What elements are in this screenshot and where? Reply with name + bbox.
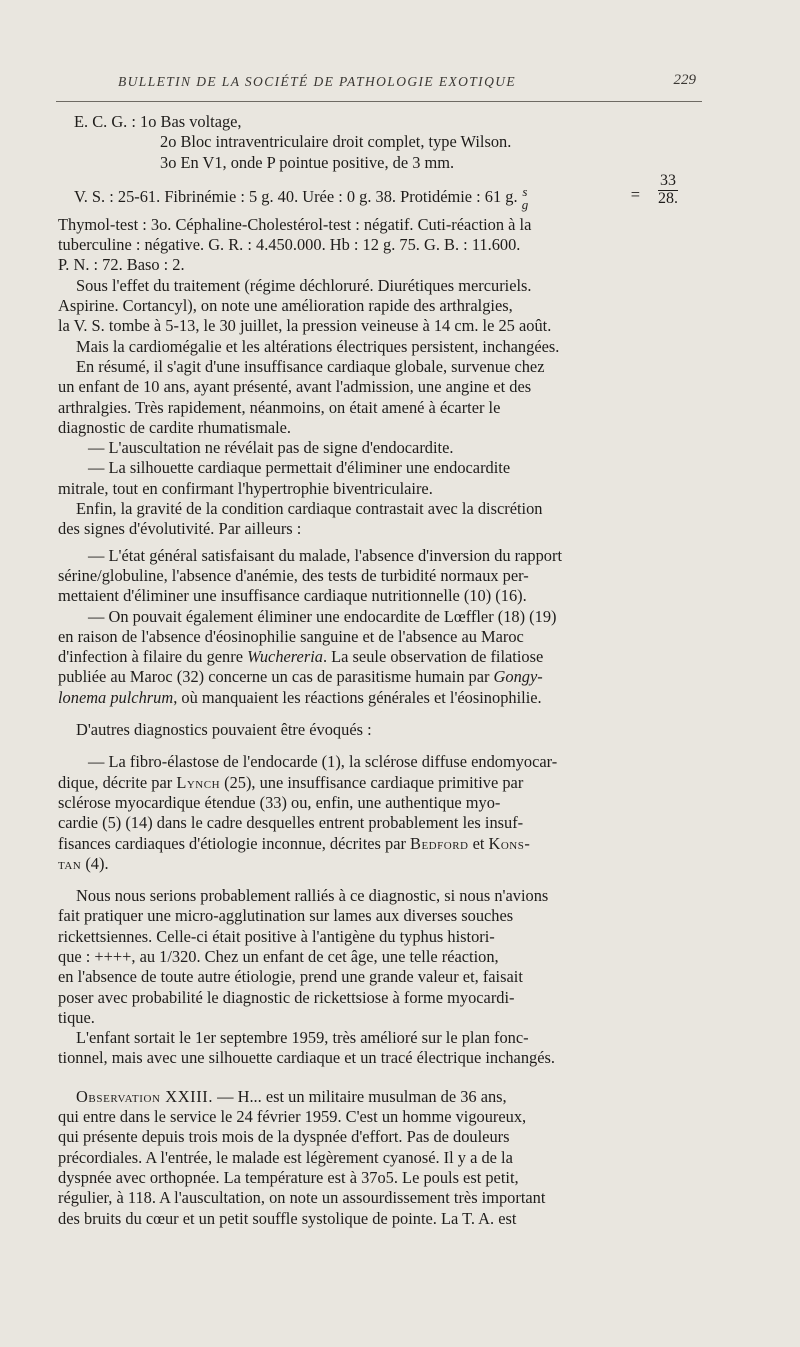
vs-text xyxy=(74,185,528,211)
fibro-l2-a: dique, décrite par xyxy=(58,772,177,792)
serions-line-1: Nous nous serions probablement ralliés à ce diagnostic, si nous n'avions xyxy=(76,886,549,906)
ratio-den xyxy=(658,191,678,207)
author-bedford: Bedford xyxy=(410,833,469,853)
fibro-l6-b: (4). xyxy=(81,853,109,873)
serions-line-3: rickettsiennes. Celle-ci était positive à l'antigène du typhus histori- xyxy=(58,926,495,946)
sortait-line-1: L'enfant sortait le 1er septembre 1959, très amélioré sur le plan fonc- xyxy=(76,1028,529,1048)
vs-line xyxy=(58,171,702,212)
page-number: 229 xyxy=(673,72,696,88)
species-pulchrum: lonema pulchrum xyxy=(58,687,174,707)
observation-line-7: des bruits du cœur et un petit souffle systolique de pointe. La T. A. est xyxy=(58,1208,517,1228)
ratio-fraction xyxy=(658,173,678,207)
ratio-num: 33 xyxy=(660,171,676,189)
labs-line-3: P. N. : 72. Baso : 2. xyxy=(58,255,185,275)
etat-line-2: sérine/globuline, l'absence d'anémie, des tests de turbidité normaux per- xyxy=(58,565,529,585)
observation-line-3: qui présente depuis trois mois de la dyspnée d'effort. Pas de douleurs xyxy=(58,1127,510,1147)
sortait-line-2: tionnel, mais avec une silhouette cardiaque et un tracé électrique inchangés. xyxy=(58,1048,555,1068)
observation-line-5: dyspnée avec orthopnée. La température est à 37o5. Le pouls est petit, xyxy=(58,1167,519,1187)
fibro-line-4: cardie (5) (14) dans le cadre desquelles entrent probablement les insuf- xyxy=(58,813,524,833)
etat-line-3: mettaient d'éliminer une insuffisance cardiaque nutritionnelle (10) (16). xyxy=(58,586,527,606)
ecg-line-2: 2o Bloc intraventriculaire droit complet, type Wilson. xyxy=(160,132,512,152)
serions-line-5: en l'absence de toute autre étiologie, prend une grande valeur et, faisait xyxy=(58,967,523,987)
serions-line-2: fait pratiquer une micro-agglutination sur lames aux diverses souches xyxy=(58,906,514,926)
fibro-line-6 xyxy=(58,854,702,874)
fibro-line-3: sclérose myocardique étendue (33) ou, enfin, une authentique myo- xyxy=(58,792,501,812)
loeffler-line-5 xyxy=(58,688,702,708)
persist-line: Mais la cardiomégalie et les altérations électriques persistent, inchangées. xyxy=(76,336,560,356)
etat-line-1: — L'état général satisfaisant du malade, l'absence d'inversion du rapport xyxy=(88,545,563,565)
resume-line-3: arthralgies. Très rapidement, néanmoins, on était amené à écarter le xyxy=(58,397,501,417)
observation-line-1 xyxy=(58,1087,702,1107)
serions-line-7: tique. xyxy=(58,1007,95,1027)
observation-line-4: précordiales. A l'entrée, le malade est légèrement cyanosé. Il y a de la xyxy=(58,1147,513,1167)
serions-line-6: poser avec probabilité le diagnostic de rickettsiose à forme myocardi- xyxy=(58,987,515,1007)
loeffler-l5-b: , où manquaient les réactions générales et l'éosinophilie. xyxy=(173,687,542,707)
observation-title: Observation XXIII. xyxy=(76,1086,214,1106)
vs-values: V. S. : 25-61. Fibrinémie : 5 g. 40. Urée : 0 g. 38. Protidémie : 61 g. xyxy=(74,186,518,206)
treatment-line-3: la V. S. tombe à 5-13, le 30 juillet, la pression veineuse à 14 cm. le 25 août. xyxy=(58,316,552,336)
resume-line-2: un enfant de 10 ans, ayant présenté, avant l'admission, une angine et des xyxy=(58,377,532,397)
loeffler-line-3 xyxy=(58,647,702,667)
treatment-line-2: Aspirine. Cortancyl), on note une amélioration rapide des arthralgies, xyxy=(58,296,513,316)
sg-fraction-den: g xyxy=(521,196,529,212)
observation-l1-rest: — H... est un militaire musulman de 36 ans, xyxy=(213,1086,507,1106)
enfin-line-1: Enfin, la gravité de la condition cardiaque contrastait avec la discrétion xyxy=(76,499,543,519)
loeffler-line-4 xyxy=(58,667,702,687)
body-text xyxy=(58,112,702,1229)
resume-line-4: diagnostic de cardite rhumatismale. xyxy=(58,417,292,437)
genus-wuchereria: Wuchereria xyxy=(247,647,323,667)
treatment-line-1: Sous l'effet du traitement (régime déchloruré. Diurétiques mercuriels. xyxy=(76,275,532,295)
loeffler-line-2: en raison de l'absence d'éosinophilie sanguine et de l'absence au Maroc xyxy=(58,626,524,646)
loeffler-l4-a: publiée au Maroc (32) concerne un cas de parasitisme humain par xyxy=(58,667,494,687)
page-header xyxy=(60,68,700,98)
enfin-line-2: des signes d'évolutivité. Par ailleurs : xyxy=(58,519,302,539)
fibro-line-5 xyxy=(58,834,702,854)
species-gongy: Gongy- xyxy=(493,667,543,687)
ratio-den-value: 28 xyxy=(658,189,674,207)
fibro-l2-b: (25), une insuffisance cardiaque primitive par xyxy=(220,772,524,792)
running-title: BULLETIN DE LA SOCIÉTÉ DE PATHOLOGIE EXOTIQUE xyxy=(118,74,517,89)
sg-fraction xyxy=(522,185,529,211)
loeffler-l3-b: . La seule observation de filatiose xyxy=(322,647,544,667)
fibro-l5-a: fisances cardiaques d'étiologie inconnue, décrites par xyxy=(58,833,411,853)
ratio-end: . xyxy=(674,189,678,207)
header-rule xyxy=(56,101,702,102)
sg-fraction-num: s xyxy=(522,183,528,199)
observation-line-6: régulier, à 118. A l'auscultation, on note un assourdissement très important xyxy=(58,1188,546,1208)
ecg-line-1: E. C. G. : 1o Bas voltage, xyxy=(74,112,242,131)
author-konstan-a: Kons- xyxy=(488,833,531,853)
resume-line-1: En résumé, il s'agit d'une insuffisance cardiaque globale, survenue chez xyxy=(76,356,545,376)
loeffler-l3-a: d'infection à filaire du genre xyxy=(58,647,248,667)
fibro-line-2 xyxy=(58,773,702,793)
author-konstan-b: tan xyxy=(58,853,82,873)
author-lynch: Lynch xyxy=(176,772,221,792)
silhouette-line-1: — La silhouette cardiaque permettait d'éliminer une endocardite xyxy=(88,458,511,478)
loeffler-line-1: — On pouvait également éliminer une endocardite de Lœffler (18) (19) xyxy=(88,606,557,626)
equals-sign: = xyxy=(630,184,640,204)
serions-line-4: que : ++++, au 1/320. Chez un enfant de cet âge, une telle réaction, xyxy=(58,946,499,966)
silhouette-line-2: mitrale, tout en confirmant l'hypertrophie biventriculaire. xyxy=(58,478,433,498)
auscultation-line: — L'auscultation ne révélait pas de signe d'endocardite. xyxy=(88,438,454,458)
fibro-l5-b: et xyxy=(468,833,489,853)
observation-line-2: qui entre dans le service le 24 février 1959. C'est un homme vigoureux, xyxy=(58,1107,527,1127)
ecg-line-3: 3o En V1, onde P pointue positive, de 3 mm. xyxy=(160,152,455,172)
labs-line-1: Thymol-test : 3o. Céphaline-Cholestérol-test : négatif. Cuti-réaction à la xyxy=(58,214,532,234)
fibro-line-1: — La fibro-élastose de l'endocarde (1), la sclérose diffuse endomyocar- xyxy=(88,752,558,772)
autres-line: D'autres diagnostics pouvaient être évoqués : xyxy=(76,720,372,740)
labs-line-2: tuberculine : négative. G. R. : 4.450.000. Hb : 12 g. 75. G. B. : 11.600. xyxy=(58,235,521,255)
